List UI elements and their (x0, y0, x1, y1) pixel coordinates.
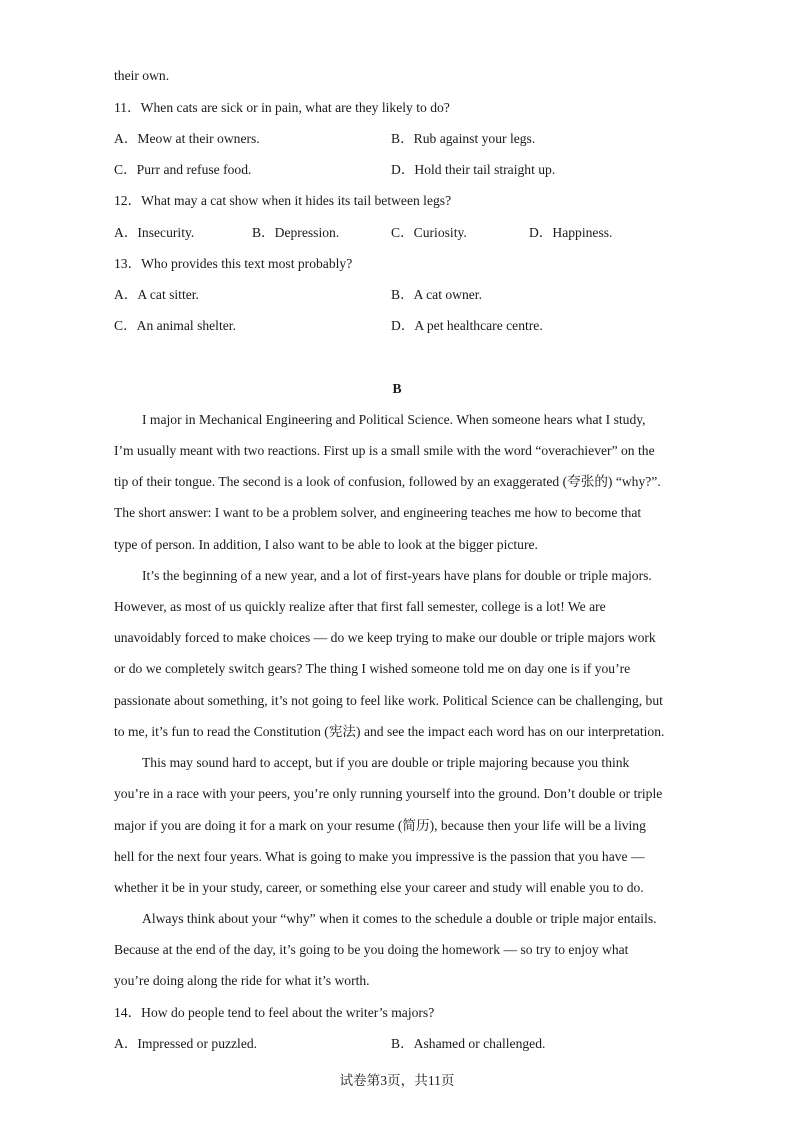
question-11-option-a[interactable]: A．Meow at their owners. (114, 131, 260, 146)
question-11-options-row-2 (114, 162, 694, 178)
question-12-option-a[interactable]: A．Insecurity. (114, 225, 195, 240)
passage-b-line: However, as most of us quickly realize after that first fall semester, college is a lot! We are (114, 599, 606, 614)
passage-b-line: Because at the end of the day, it’s going to be you doing the homework — so try to enjoy what (114, 942, 629, 957)
passage-b-line: major if you are doing it for a mark on your resume (简历), because then your life will be a living (114, 818, 646, 833)
question-11-option-d[interactable]: D．Hold their tail straight up. (391, 162, 556, 177)
question-14-option-b[interactable]: B．Ashamed or challenged. (391, 1036, 546, 1051)
passage-b-line: you’re in a race with your peers, you’re only running yourself into the ground. Don’t double or triple (114, 786, 663, 801)
question-12-stem: 12．What may a cat show when it hides its tail between legs? (114, 193, 452, 208)
question-11-stem: 11．When cats are sick or in pain, what are they likely to do? (114, 100, 450, 115)
passage-b-line: whether it be in your study, career, or something else your career and study will enable you to do. (114, 880, 644, 895)
question-14-stem: 14．How do people tend to feel about the writer’s majors? (114, 1005, 435, 1020)
passage-continuation: their own. (114, 68, 170, 83)
question-12-options-row (114, 225, 694, 241)
question-13-options-row-2 (114, 318, 694, 334)
question-12-option-c[interactable]: C．Curiosity. (391, 225, 467, 240)
passage-b-line: unavoidably forced to make choices — do we keep trying to make our double or triple majors work (114, 630, 656, 645)
passage-b-line: to me, it’s fun to read the Constitution (宪法) and see the impact each word has on our interpretation. (114, 724, 665, 739)
question-14-options-row-1 (114, 1036, 694, 1052)
passage-b-line: Always think about your “why” when it comes to the schedule a double or triple major entails. (142, 911, 657, 926)
passage-b-line: It’s the beginning of a new year, and a lot of first-years have plans for double or triple majors. (142, 568, 652, 583)
question-13-options-row-1 (114, 287, 694, 303)
passage-b-line: I’m usually meant with two reactions. First up is a small smile with the word “overachiever” on the (114, 443, 655, 458)
question-11-options-row-1 (114, 131, 694, 147)
passage-b-line: passionate about something, it’s not going to feel like work. Political Science can be challenging, but (114, 693, 663, 708)
question-12-option-d[interactable]: D．Happiness. (529, 225, 613, 240)
question-14-option-a[interactable]: A．Impressed or puzzled. (114, 1036, 258, 1051)
question-11-option-b[interactable]: B．Rub against your legs. (391, 131, 536, 146)
passage-b-line: The short answer: I want to be a problem solver, and engineering teaches me how to become that (114, 505, 642, 520)
question-13-option-b[interactable]: B．A cat owner. (391, 287, 482, 302)
question-13-stem: 13．Who provides this text most probably? (114, 256, 353, 271)
question-12-option-b[interactable]: B．Depression. (252, 225, 340, 240)
question-13-option-a[interactable]: A．A cat sitter. (114, 287, 199, 302)
passage-b-line: hell for the next four years. What is going to make you impressive is the passion that you have — (114, 849, 645, 864)
passage-b-line: tip of their tongue. The second is a look of confusion, followed by an exaggerated (夸张的) “why?”. (114, 474, 661, 489)
section-b-heading: B (392, 381, 402, 396)
passage-b-line: This may sound hard to accept, but if you are double or triple majoring because you think (142, 755, 630, 770)
question-13-option-d[interactable]: D．A pet healthcare centre. (391, 318, 543, 333)
question-11-option-c[interactable]: C．Purr and refuse food. (114, 162, 252, 177)
page-footer: 试卷第3页，共11页 (339, 1073, 455, 1088)
passage-b-line: I major in Mechanical Engineering and Political Science. When someone hears what I study, (142, 412, 646, 427)
question-13-option-c[interactable]: C．An animal shelter. (114, 318, 236, 333)
passage-b-line: you’re doing along the ride for what it’s worth. (114, 973, 370, 988)
passage-b-line: or do we completely switch gears? The thing I wished someone told me on day one is if you’re (114, 661, 631, 676)
passage-b-line: type of person. In addition, I also want to be able to look at the bigger picture. (114, 537, 538, 552)
